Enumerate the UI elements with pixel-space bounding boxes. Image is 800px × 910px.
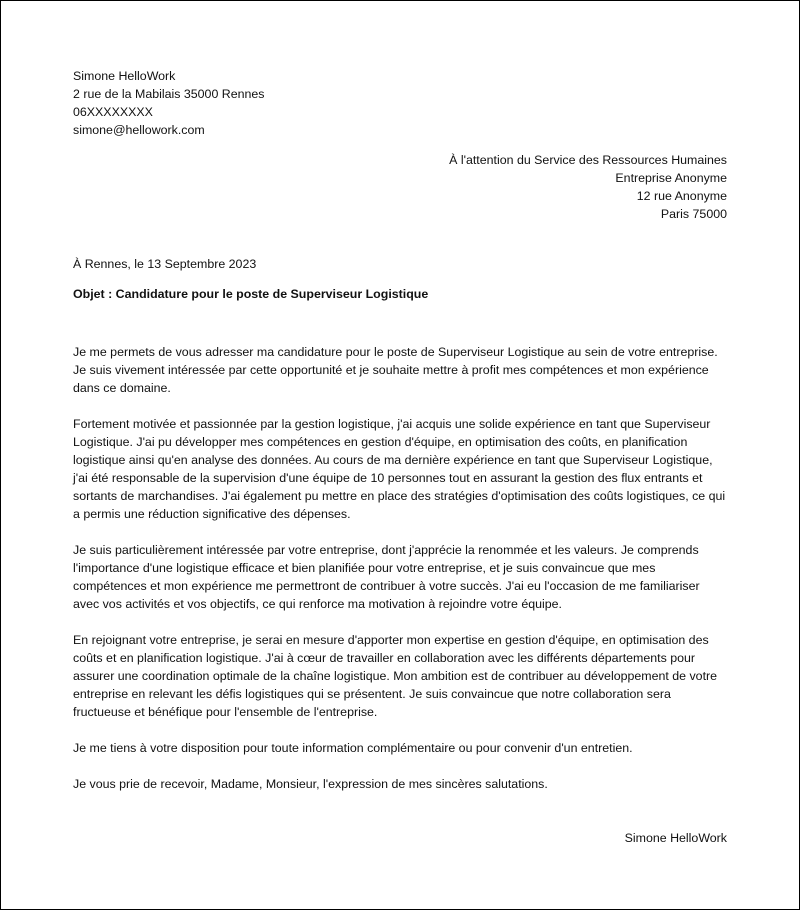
recipient-company: Entreprise Anonyme bbox=[615, 171, 727, 185]
recipient-block bbox=[327, 151, 727, 223]
body-paragraph: Je me tiens à votre disposition pour toute information complémentaire ou pour convenir d'un entretien. bbox=[73, 741, 633, 755]
body-paragraph: En rejoignant votre entreprise, je serai en mesure d'apporter mon expertise en gestion d'équipe, en optimisation des coûts et en planification logistique. J'ai à cœur de travailler en collaboration avec les différents départements pour assurer une coordination optimale de la chaîne logistique. Mon ambition est de contribuer au développement de votre entreprise en relevant les défis logistiques qui se présentent. Je suis convaincue que notre collaboration sera fructueuse et bénéfique pour l'ensemble de l'entreprise. bbox=[73, 633, 718, 719]
sender-address: 2 rue de la Mabilais 35000 Rennes bbox=[73, 87, 265, 101]
recipient-city: Paris 75000 bbox=[660, 207, 727, 221]
recipient-street: 12 rue Anonyme bbox=[636, 189, 727, 203]
subject-line: Objet : Candidature pour le poste de Superviseur Logistique bbox=[73, 287, 429, 301]
sender-name: Simone HelloWork bbox=[73, 69, 176, 83]
sender-phone: 06XXXXXXXX bbox=[73, 105, 153, 119]
date-line: À Rennes, le 13 Septembre 2023 bbox=[73, 257, 257, 271]
signature: Simone HelloWork bbox=[624, 831, 727, 845]
body-paragraph: Je me permets de vous adresser ma candidature pour le poste de Superviseur Logistique au sein de votre entreprise. Je suis vivement intéressée par cette opportunité et je souhaite mettre à profit mes compétences et mon expérience dans ce domaine. bbox=[73, 345, 718, 395]
body-paragraph: Je vous prie de recevoir, Madame, Monsieur, l'expression de mes sincères salutations. bbox=[73, 777, 548, 791]
body-paragraph: Fortement motivée et passionnée par la gestion logistique, j'ai acquis une solide expérience en tant que Superviseur Logistique. J'ai pu développer mes compétences en gestion d'équipe, en optimisation des coûts, en planification logistique ainsi qu'en analyse des données. Au cours de ma dernière expérience en tant que Superviseur Logistique, j'ai été responsable de la supervision d'une équipe de 10 personnes tout en assurant la gestion des flux entrants et sortants de marchandises. J'ai également pu mettre en place des stratégies d'optimisation des coûts logistiques, ce qui a permis une réduction significative des dépenses. bbox=[73, 417, 726, 521]
sender-email: simone@hellowork.com bbox=[73, 123, 205, 137]
body-paragraph: Je suis particulièrement intéressée par votre entreprise, dont j'apprécie la renommée et les valeurs. Je comprends l'importance d'une logistique efficace et bien planifiée pour votre entreprise, et je suis convaincue que mes compétences et mon expérience me permettront de contribuer à votre succès. J'ai eu l'occasion de me familiariser avec vos activités et vos objectifs, ce qui renforce ma motivation à rejoindre votre équipe. bbox=[73, 543, 700, 611]
letter-body bbox=[73, 343, 729, 811]
recipient-attention: À l'attention du Service des Ressources Humaines bbox=[449, 153, 727, 167]
sender-block bbox=[73, 67, 473, 139]
